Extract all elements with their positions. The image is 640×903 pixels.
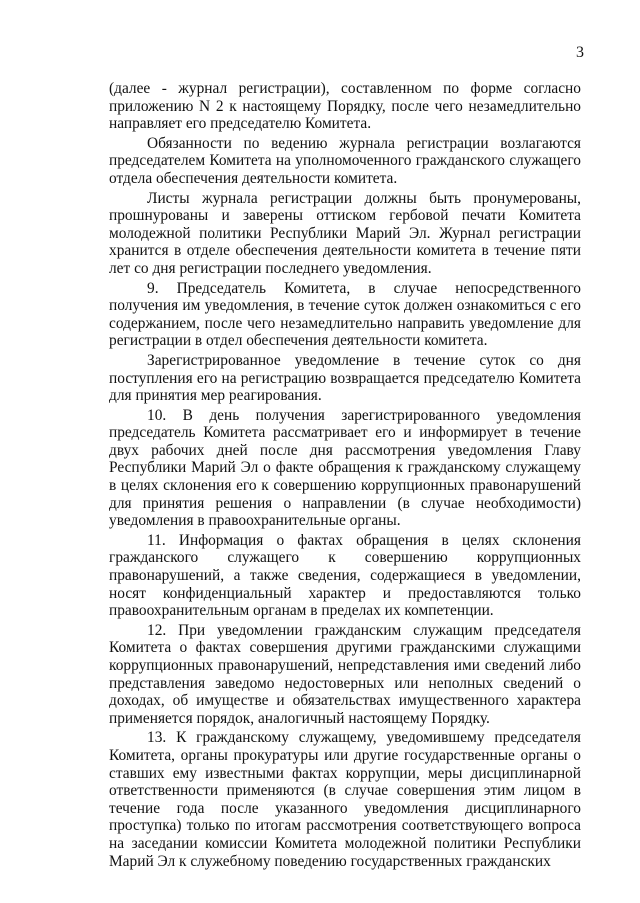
paragraph-registered-notice: Зарегистрированное уведомление в течение суток со дня поступления его на регистрацию возвращается председателю Комитета для принятия мер реагирования. — [109, 351, 581, 405]
paragraph-item-10: 10. В день получения зарегистрированного уведомления председатель Комитета рассматривает его и информирует в течение двух рабочих дней после дня рассмотрения уведомления Главу Республики Марий Эл о факте обращения к гражданскому служащему в целях склонения его к совершению коррупционных правонарушений для принятия решения о направлении (в случае необходимости) уведомления в правоохранительные органы. — [109, 406, 581, 530]
paragraph-item-9: 9. Председатель Комитета, в случае непосредственного получения им уведомления, в течение суток должен ознакомиться с его содержанием, после чего незамедлительно направить уведомление для регистрации в отдел обеспечения деятельности комитета. — [109, 279, 581, 350]
paragraph-journal-duties: Обязанности по ведению журнала регистрации возлагаются председателем Комитета на уполномоченного гражданского служащего отдела обеспечения деятельности комитета. — [109, 134, 581, 187]
paragraph-item-11: 11. Информация о фактах обращения в целях склонения гражданского служащего к совершению коррупционных правонарушений, а также сведения, содержащиеся в уведомлении, носят конфиденциальный характер и предоставляются только правоохранительным органам в пределах их компетенции. — [109, 531, 581, 620]
document-body — [109, 80, 581, 872]
page-number: 3 — [576, 44, 584, 61]
paragraph-item-13: 13. К гражданскому служащему, уведомившему председателя Комитета, органы прокуратуры или другие государственные органы о ставших ему известными фактах коррупции, меры дисциплинарной ответственности применяются (в случае совершения этим лицом в течение года после указанного уведомления дисциплинарного проступка) только по итогам рассмотрения соответствующего вопроса на заседании комиссии Комитета молодежной политики Республики Марий Эл к служебному поведению государственных гражданских — [109, 729, 581, 870]
paragraph-item-12: 12. При уведомлении гражданским служащим председателя Комитета о фактах совершения другими гражданскими служащими коррупционных правонарушений, непредставления ими сведений либо представления заведомо недостоверных или неполных сведений о доходах, об имуществе и обязательствах имущественного характера применяется порядок, аналогичный настоящему Порядку. — [109, 621, 581, 727]
paragraph-journal-continuation: (далее - журнал регистрации), составленном по форме согласно приложению N 2 к настоящему Порядку, после чего незамедлительно направляет его председателю Комитета. — [109, 80, 581, 133]
paragraph-journal-sheets: Листы журнала регистрации должны быть пронумерованы, прошнурованы и заверены оттиском гербовой печати Комитета молодежной политики Республики Марий Эл. Журнал регистрации хранится в отделе обеспечения деятельности комитета в течение пяти лет со дня регистрации последнего уведомления. — [109, 189, 581, 277]
